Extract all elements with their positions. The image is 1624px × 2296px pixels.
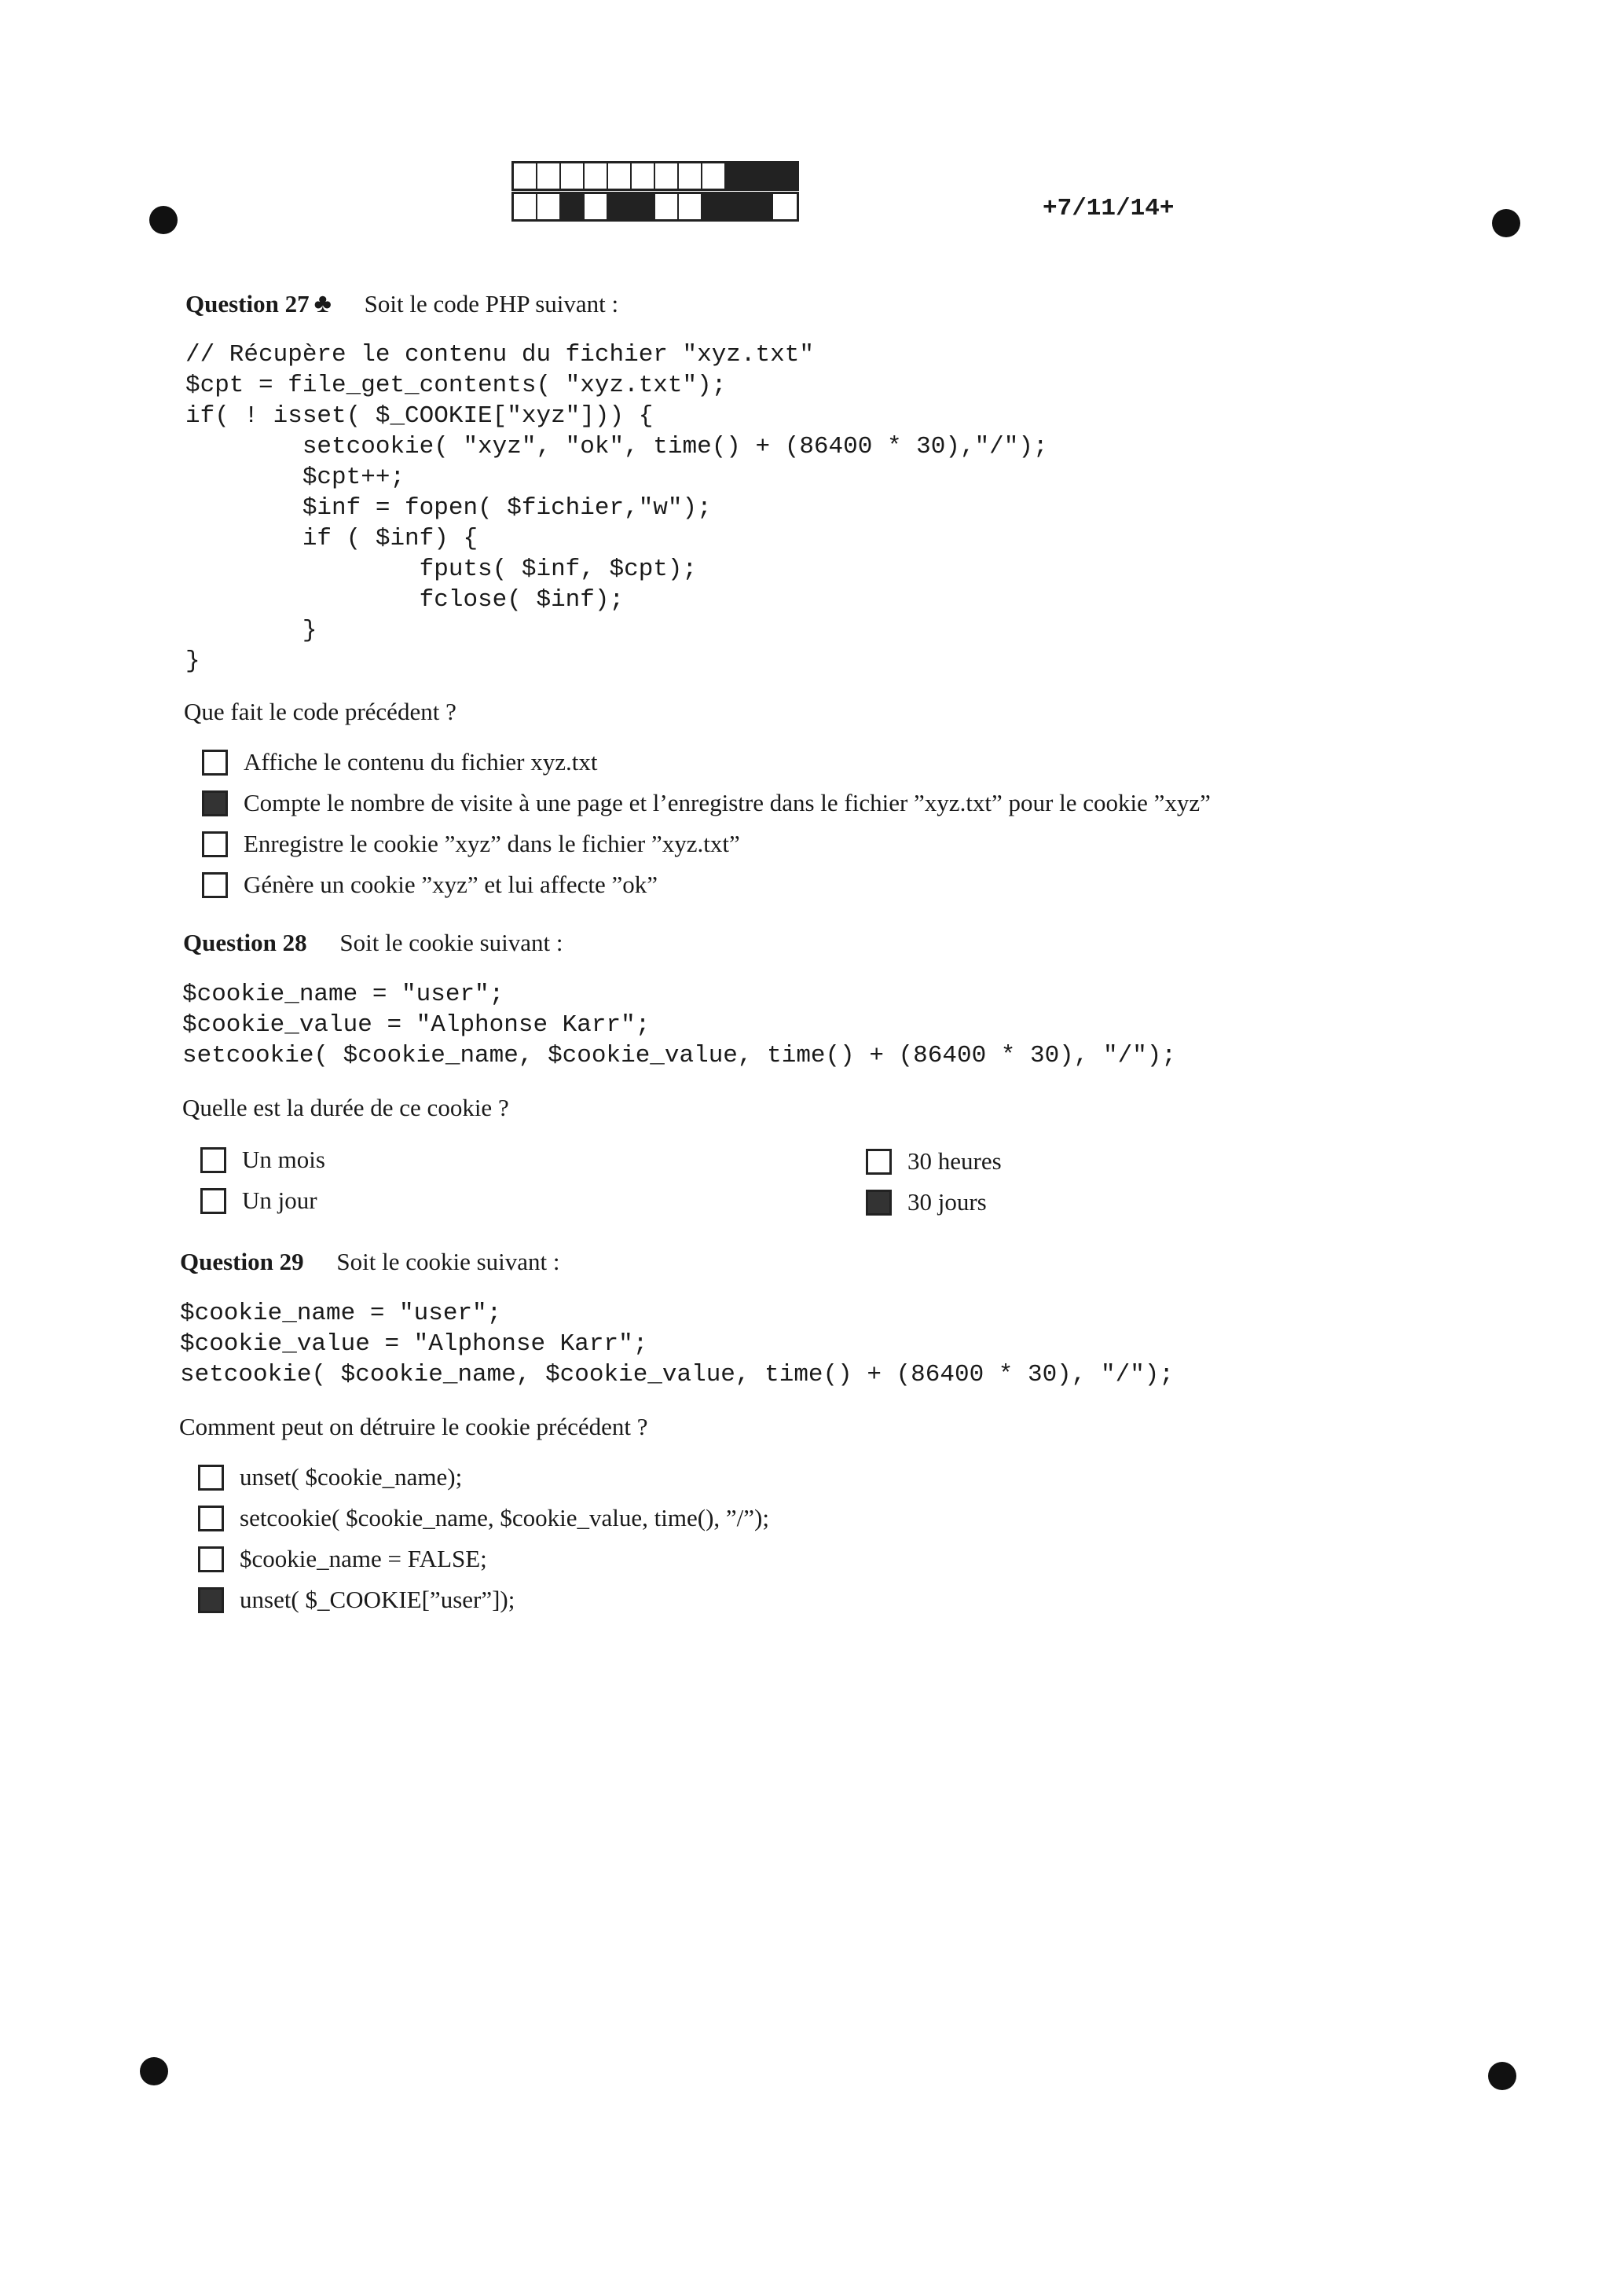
checkbox-checked[interactable] xyxy=(198,1587,224,1613)
q27-option-3[interactable] xyxy=(202,830,740,858)
barcode-cell xyxy=(726,194,750,219)
q27-option-2[interactable] xyxy=(202,789,1211,817)
option-label: 30 jours xyxy=(907,1188,987,1216)
question-number: Question 27 ♣ xyxy=(185,289,332,318)
registration-mark-top-left xyxy=(149,206,178,234)
barcode-cell xyxy=(608,194,632,219)
question-intro: Soit le code PHP suivant : xyxy=(364,290,619,317)
club-icon: ♣ xyxy=(313,289,332,318)
q28-option-1[interactable] xyxy=(200,1146,325,1174)
barcode-cell xyxy=(726,163,750,189)
registration-mark-bottom-left xyxy=(140,2057,168,2085)
barcode-cell xyxy=(561,163,585,189)
q28-option-3[interactable] xyxy=(866,1147,1002,1176)
barcode-cell xyxy=(585,194,608,219)
question-29-prompt: Comment peut on détruire le cookie précédent ? xyxy=(179,1413,648,1440)
barcode-cell xyxy=(561,194,585,219)
barcode-cell xyxy=(679,194,702,219)
page-barcode-row-1 xyxy=(511,161,799,191)
registration-mark-bottom-right xyxy=(1488,2062,1516,2090)
registration-mark-top-right xyxy=(1492,209,1520,237)
barcode-cell xyxy=(514,163,537,189)
q29-option-3[interactable] xyxy=(198,1545,487,1573)
checkbox[interactable] xyxy=(200,1188,226,1214)
option-label: 30 heures xyxy=(907,1147,1002,1175)
checkbox[interactable] xyxy=(198,1506,224,1531)
barcode-cell xyxy=(773,163,797,189)
checkbox[interactable] xyxy=(202,872,228,898)
barcode-cell xyxy=(702,194,726,219)
option-label: unset( $cookie_name); xyxy=(240,1463,463,1491)
page-barcode-row-2 xyxy=(511,192,799,222)
barcode-cell xyxy=(537,194,561,219)
barcode-cell xyxy=(585,163,608,189)
barcode-cell xyxy=(679,163,702,189)
option-label: Génère un cookie ”xyz” et lui affecte ”ok” xyxy=(244,871,658,898)
barcode-cell xyxy=(655,194,679,219)
option-label: Affiche le contenu du fichier xyz.txt xyxy=(244,748,598,776)
barcode-cell xyxy=(632,194,655,219)
barcode-cell xyxy=(632,163,655,189)
option-label: Enregistre le cookie ”xyz” dans le fichier ”xyz.txt” xyxy=(244,830,740,857)
q29-option-1[interactable] xyxy=(198,1463,462,1491)
option-label: setcookie( $cookie_name, $cookie_value, time(), ”/”); xyxy=(240,1504,769,1531)
option-label: Compte le nombre de visite à une page et l’enregistre dans le fichier ”xyz.txt” pour le cookie ”xyz” xyxy=(244,789,1211,816)
barcode-cell xyxy=(655,163,679,189)
option-label: unset( $_COOKIE[”user”]); xyxy=(240,1586,515,1613)
question-28-prompt: Quelle est la durée de ce cookie ? xyxy=(182,1094,509,1121)
barcode-cell xyxy=(750,163,773,189)
barcode-cell xyxy=(702,163,726,189)
barcode-cell xyxy=(514,194,537,219)
barcode-cell xyxy=(537,163,561,189)
q27-option-4[interactable] xyxy=(202,871,658,899)
option-label: Un jour xyxy=(242,1187,317,1214)
option-label: $cookie_name = FALSE; xyxy=(240,1545,487,1572)
question-29-code: $cookie_name = "user"; $cookie_value = "Alphonse Karr"; setcookie( $cookie_name, $cookie_value, time() + (86400 * 30), "/"); xyxy=(180,1300,1175,1388)
checkbox[interactable] xyxy=(866,1149,892,1175)
checkbox[interactable] xyxy=(202,750,228,776)
checkbox[interactable] xyxy=(202,831,228,857)
question-28-code: $cookie_name = "user"; $cookie_value = "Alphonse Karr"; setcookie( $cookie_name, $cookie_value, time() + (86400 * 30), "/"); xyxy=(182,981,1177,1069)
question-number: Question 28 xyxy=(183,929,307,956)
question-27-code: // Récupère le contenu du fichier "xyz.txt" $cpt = file_get_contents( "xyz.txt"); if( ! isset( $_COOKIE["xyz"])) { setcookie( "xyz", "ok", time() + (86400 * 30),"/"); $cpt++; $inf = fopen( $fichier,"w"); if ( $inf) { fputs( $inf, $cpt); fclose( $inf); } } xyxy=(185,341,1048,675)
checkbox[interactable] xyxy=(198,1546,224,1572)
q28-option-4[interactable] xyxy=(866,1188,987,1216)
q29-option-2[interactable] xyxy=(198,1504,769,1532)
question-27-header xyxy=(185,289,618,319)
checkbox[interactable] xyxy=(198,1465,224,1491)
barcode-cell xyxy=(773,194,797,219)
page-identifier: +7/11/14+ xyxy=(1043,195,1175,222)
checkbox-checked[interactable] xyxy=(866,1190,892,1216)
question-intro: Soit le cookie suivant : xyxy=(336,1248,560,1275)
barcode-cell xyxy=(750,194,773,219)
question-27-prompt: Que fait le code précédent ? xyxy=(184,698,456,725)
q28-option-2[interactable] xyxy=(200,1187,317,1215)
question-29-header xyxy=(180,1248,560,1276)
checkbox[interactable] xyxy=(200,1147,226,1173)
barcode-cell xyxy=(608,163,632,189)
q27-option-1[interactable] xyxy=(202,748,597,776)
question-intro: Soit le cookie suivant : xyxy=(339,929,563,956)
question-number: Question 29 xyxy=(180,1248,304,1275)
question-28-header xyxy=(183,929,563,957)
q29-option-4[interactable] xyxy=(198,1586,515,1614)
checkbox-checked[interactable] xyxy=(202,790,228,816)
option-label: Un mois xyxy=(242,1146,325,1173)
